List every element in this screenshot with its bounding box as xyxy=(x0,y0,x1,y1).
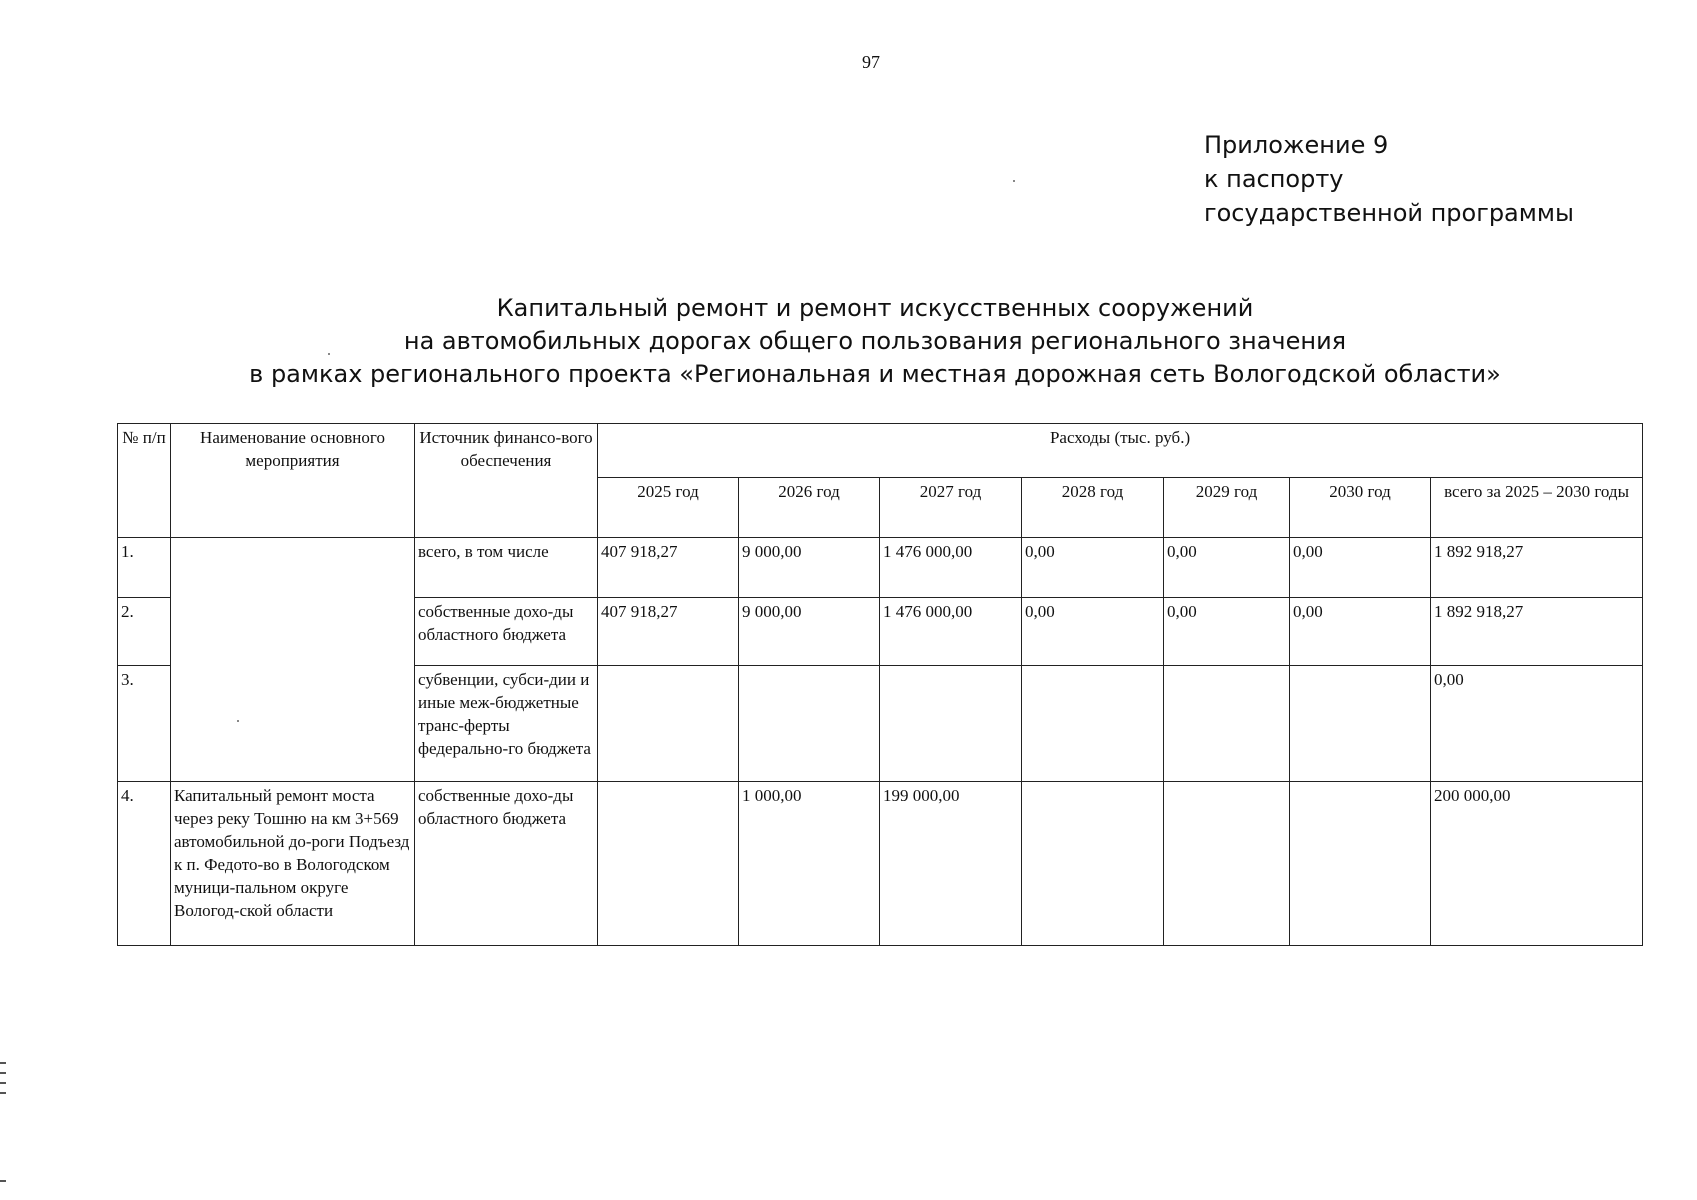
page-number: 97 xyxy=(862,52,880,72)
cell-value: 0,00 xyxy=(1164,598,1290,666)
table-row xyxy=(118,538,1643,598)
scan-mark xyxy=(0,1180,6,1182)
cell-value: 9 000,00 xyxy=(739,538,880,598)
cell-value xyxy=(739,666,880,782)
appendix-line-2: к паспорту xyxy=(1204,165,1344,193)
cell-value: 0,00 xyxy=(1290,598,1431,666)
scan-mark xyxy=(0,1092,6,1094)
scan-speck xyxy=(1013,180,1015,182)
cell-value xyxy=(1290,666,1431,782)
cell-value: 0,00 xyxy=(1022,598,1164,666)
document-title xyxy=(0,292,1697,391)
header-num: № п/п xyxy=(118,424,171,538)
cell-total: 200 000,00 xyxy=(1431,782,1643,946)
cell-value xyxy=(1022,666,1164,782)
cell-total: 0,00 xyxy=(1431,666,1643,782)
header-source: Источник финансо-вого обеспечения xyxy=(415,424,598,538)
cell-value: 1 476 000,00 xyxy=(880,538,1022,598)
header-total: всего за 2025 – 2030 годы xyxy=(1431,478,1643,538)
row-source: собственные дохо-ды областного бюджета xyxy=(415,782,598,946)
row-name: Капитальный ремонт моста через реку Тошню на км 3+569 автомобильной до-роги Подъезд к п. Федото-во в Вологодском муници-пальном округе Вологод-ской области xyxy=(171,782,415,946)
title-line-2: на автомобильных дорогах общего пользования регионального значения xyxy=(403,327,1347,355)
cell-value: 407 918,27 xyxy=(598,598,739,666)
expenses-table xyxy=(117,423,1643,946)
header-year: 2026 год xyxy=(739,478,880,538)
cell-value: 1 000,00 xyxy=(739,782,880,946)
cell-value xyxy=(880,666,1022,782)
cell-value xyxy=(1164,782,1290,946)
cell-value: 9 000,00 xyxy=(739,598,880,666)
row-num: 2. xyxy=(118,598,171,666)
header-year: 2025 год xyxy=(598,478,739,538)
cell-value xyxy=(1164,666,1290,782)
title-line-1: Капитальный ремонт и ремонт искусственных сооружений xyxy=(496,294,1254,322)
scan-speck xyxy=(237,720,239,722)
scan-mark xyxy=(0,1082,6,1084)
cell-value xyxy=(598,666,739,782)
cell-value: 0,00 xyxy=(1164,538,1290,598)
appendix-line-3: государственной программы xyxy=(1204,199,1574,227)
scan-speck xyxy=(328,353,330,355)
cell-value: 199 000,00 xyxy=(880,782,1022,946)
cell-value xyxy=(1022,782,1164,946)
header-expenses: Расходы (тыс. руб.) xyxy=(598,424,1643,478)
cell-value: 0,00 xyxy=(1022,538,1164,598)
header-year: 2027 год xyxy=(880,478,1022,538)
scan-mark xyxy=(0,1072,6,1074)
row-source: субвенции, субси-дии и иные меж-бюджетные транс-ферты федерально-го бюджета xyxy=(415,666,598,782)
header-year: 2029 год xyxy=(1164,478,1290,538)
cell-value xyxy=(598,782,739,946)
cell-value: 407 918,27 xyxy=(598,538,739,598)
table-row xyxy=(118,782,1643,946)
cell-total: 1 892 918,27 xyxy=(1431,538,1643,598)
row-source: собственные дохо-ды областного бюджета xyxy=(415,598,598,666)
row-num: 1. xyxy=(118,538,171,598)
cell-value: 0,00 xyxy=(1290,538,1431,598)
appendix-note xyxy=(1204,128,1574,230)
row-name-empty xyxy=(171,538,415,782)
cell-value: 1 476 000,00 xyxy=(880,598,1022,666)
cell-total: 1 892 918,27 xyxy=(1431,598,1643,666)
cell-value xyxy=(1290,782,1431,946)
header-name: Наименование основного мероприятия xyxy=(171,424,415,538)
row-num: 3. xyxy=(118,666,171,782)
appendix-line-1: Приложение 9 xyxy=(1204,131,1389,159)
title-line-3: в рамках регионального проекта «Региональная и местная дорожная сеть Вологодской области» xyxy=(249,360,1501,388)
row-source: всего, в том числе xyxy=(415,538,598,598)
scan-mark xyxy=(0,1062,6,1064)
header-row xyxy=(118,424,1643,478)
row-num: 4. xyxy=(118,782,171,946)
header-year: 2028 год xyxy=(1022,478,1164,538)
header-year: 2030 год xyxy=(1290,478,1431,538)
